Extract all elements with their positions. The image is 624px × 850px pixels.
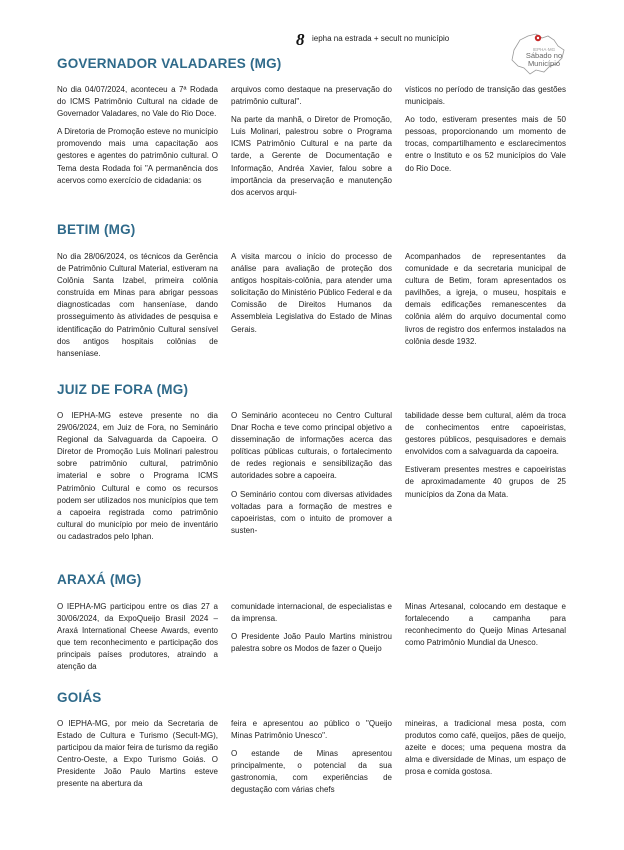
paragraph: mineiras, a tradicional mesa posta, com produtos como café, queijos, pães de queijo, azeite e doces; uma pequena mostra da alma e diversidade de Minas, um espaço de prosa e comida gostosa.	[405, 719, 566, 777]
paragraph: A Diretoria de Promoção esteve no município promovendo mais uma capacitação aos gestores e agentes do patrimônio cultural. O Tema desta Rodada foi "A permanência dos acervos como exercício de cidadania: os	[57, 127, 218, 185]
section-column	[57, 251, 218, 366]
section-column	[405, 410, 566, 507]
section-title: GOIÁS	[57, 690, 102, 705]
paragraph: A visita marcou o início do processo de análise para avaliação de proteção dos antigos hospitais-colônia, para atender uma solicitação do Ministério Público Federal e da Comissão de Direitos Humanos da Assembleia Legislativa do Estado de Minas Gerais.	[231, 252, 392, 334]
section-column	[231, 251, 392, 342]
section-title: JUIZ DE FORA (MG)	[57, 382, 189, 397]
section-column	[231, 410, 392, 543]
section-column	[405, 251, 566, 354]
section-column	[57, 410, 218, 549]
section-column	[57, 84, 218, 193]
paragraph: Minas Artesanal, colocando em destaque e fortalecendo a campanha para reconhecimento do Queijo Minas Artesanal como Patrimônio Mundial da Unesco.	[405, 602, 566, 648]
paragraph: O Seminário contou com diversas atividades voltadas para a formação de mestres e capoeiristas, com o intuito de promover a susten-	[231, 489, 392, 535]
section-title: GOVERNADOR VALADARES (MG)	[57, 56, 282, 71]
paragraph: O IEPHA-MG esteve presente no dia 29/06/2024, em Juiz de Fora, no Seminário Regional da Salvaguarda da Capoeira. O Diretor de Promoção Luis Molinari palestrou sobre patrimônio cultural, patrimônio imaterial e sobre o Programa ICMS Patrimônio Cultural e como os recursos podem ser utilizados nos municípios que tem a capoeira registrada como patrimônio cultural do município por meio de inventário ou cadastrados pelo Iphan.	[57, 411, 218, 541]
paragraph: O IEPHA-MG, por meio da Secretaria de Estado de Cultura e Turismo (Secult-MG), participou da maior feira de turismo da região Centro-Oeste, a Expo Turismo Goiás. O Presidente João Paulo Martins esteve presente na abertura da	[57, 719, 218, 789]
section-column	[405, 601, 566, 655]
logo-text	[524, 52, 564, 68]
section-column	[405, 718, 566, 784]
paragraph: No dia 04/07/2024, aconteceu a 7ª Rodada do ICMS Patrimônio Cultural na cidade de Governador Valadares, no Vale do Rio Doce.	[57, 85, 218, 119]
paragraph: comunidade internacional, de especialistas e da imprensa.	[231, 602, 392, 624]
paragraph: O Presidente João Paulo Martins ministrou palestra sobre os Modos de fazer o Queijo	[231, 632, 392, 654]
paragraph: arquivos como destaque na preservação do patrimônio cultural".	[231, 85, 392, 107]
section-column	[231, 718, 392, 803]
paragraph: Na parte da manhã, o Diretor de Promoção, Luis Molinari, palestrou sobre o Programa ICMS Patrimônio Cultural e na parte da tarde, a Gerente de Documentação e Informação, Andréa Xavier, falou sobre a importância da preservação e manutenção dos acervos arqui-	[231, 115, 392, 197]
section-column	[231, 601, 392, 661]
section-column	[57, 601, 218, 680]
paragraph: O IEPHA-MG participou entre os dias 27 a 30/06/2024, da ExpoQueijo Brasil 2024 – Araxá International Cheese Awards, evento que tem reconhecimento e participação dos principais países produtores, atraindo a atenção da	[57, 602, 218, 672]
paragraph: O estande de Minas apresentou principalmente, o potencial da sua gastronomia, com experiências de degustação com várias chefs	[231, 749, 392, 795]
running-title: iepha na estrada + secult no município	[312, 34, 450, 43]
logo-top-text: IEPHA·MG	[532, 47, 556, 52]
section-column	[231, 84, 392, 205]
paragraph: tabilidade desse bem cultural, além da troca de conhecimentos entre capoeiristas, gestores públicos, pesquisadores e demais envolvidos com a salvaguarda da capoeira.	[405, 411, 566, 457]
paragraph: No dia 28/06/2024, os técnicos da Gerência de Patrimônio Cultural Material, estiveram na Colônia Santa Izabel, primeira colônia construída em Minas para abrigar pessoas diagnosticadas com hanseníase, dando prosseguimento às atividades de pesquisa e identificação do Patrimônio Cultural sensível dos antigos hospitais colônias de hanseníase.	[57, 252, 218, 358]
paragraph: Estiveram presentes mestres e capoeiristas de aproximadamente 40 grupos de 25 municípios da Zona da Mata.	[405, 465, 566, 499]
page-number: 8	[296, 30, 305, 49]
paragraph: O Seminário aconteceu no Centro Cultural Dnar Rocha e teve como principal objetivo a disseminação de informações acerca das políticas públicas culturais, o fortalecimento de redes regionais e sensibilização das autoridades sobre a capoeira.	[231, 411, 392, 481]
section-column	[405, 84, 566, 181]
logo-line-2: Município	[527, 59, 561, 68]
logo-line-1: Sábado no	[525, 51, 563, 60]
section-title: BETIM (MG)	[57, 222, 136, 237]
paragraph: vísticos no período de transição das gestões municipais.	[405, 85, 566, 107]
section-column	[57, 718, 218, 797]
paragraph: feira e apresentou ao público o "Queijo Minas Patrimônio Unesco".	[231, 719, 392, 741]
paragraph: Acompanhados de representantes da comunidade e da secretaria municipal de cultura de Betim, foram apresentados os pavilhões, a igreja, o museu, hospitais e demais edificações remanescentes da colônia além do arquivo documental como livros de registro dos enfermos instalados na colônia desde 1932.	[405, 252, 566, 346]
section-title: ARAXÁ (MG)	[57, 572, 142, 587]
paragraph: Ao todo, estiveram presentes mais de 50 pessoas, proporcionando um momento de trocas, compartilhamento e esclarecimentos entre o Instituto e os 52 municípios do Vale do Rio Doce.	[405, 115, 566, 173]
program-logo	[508, 30, 568, 76]
